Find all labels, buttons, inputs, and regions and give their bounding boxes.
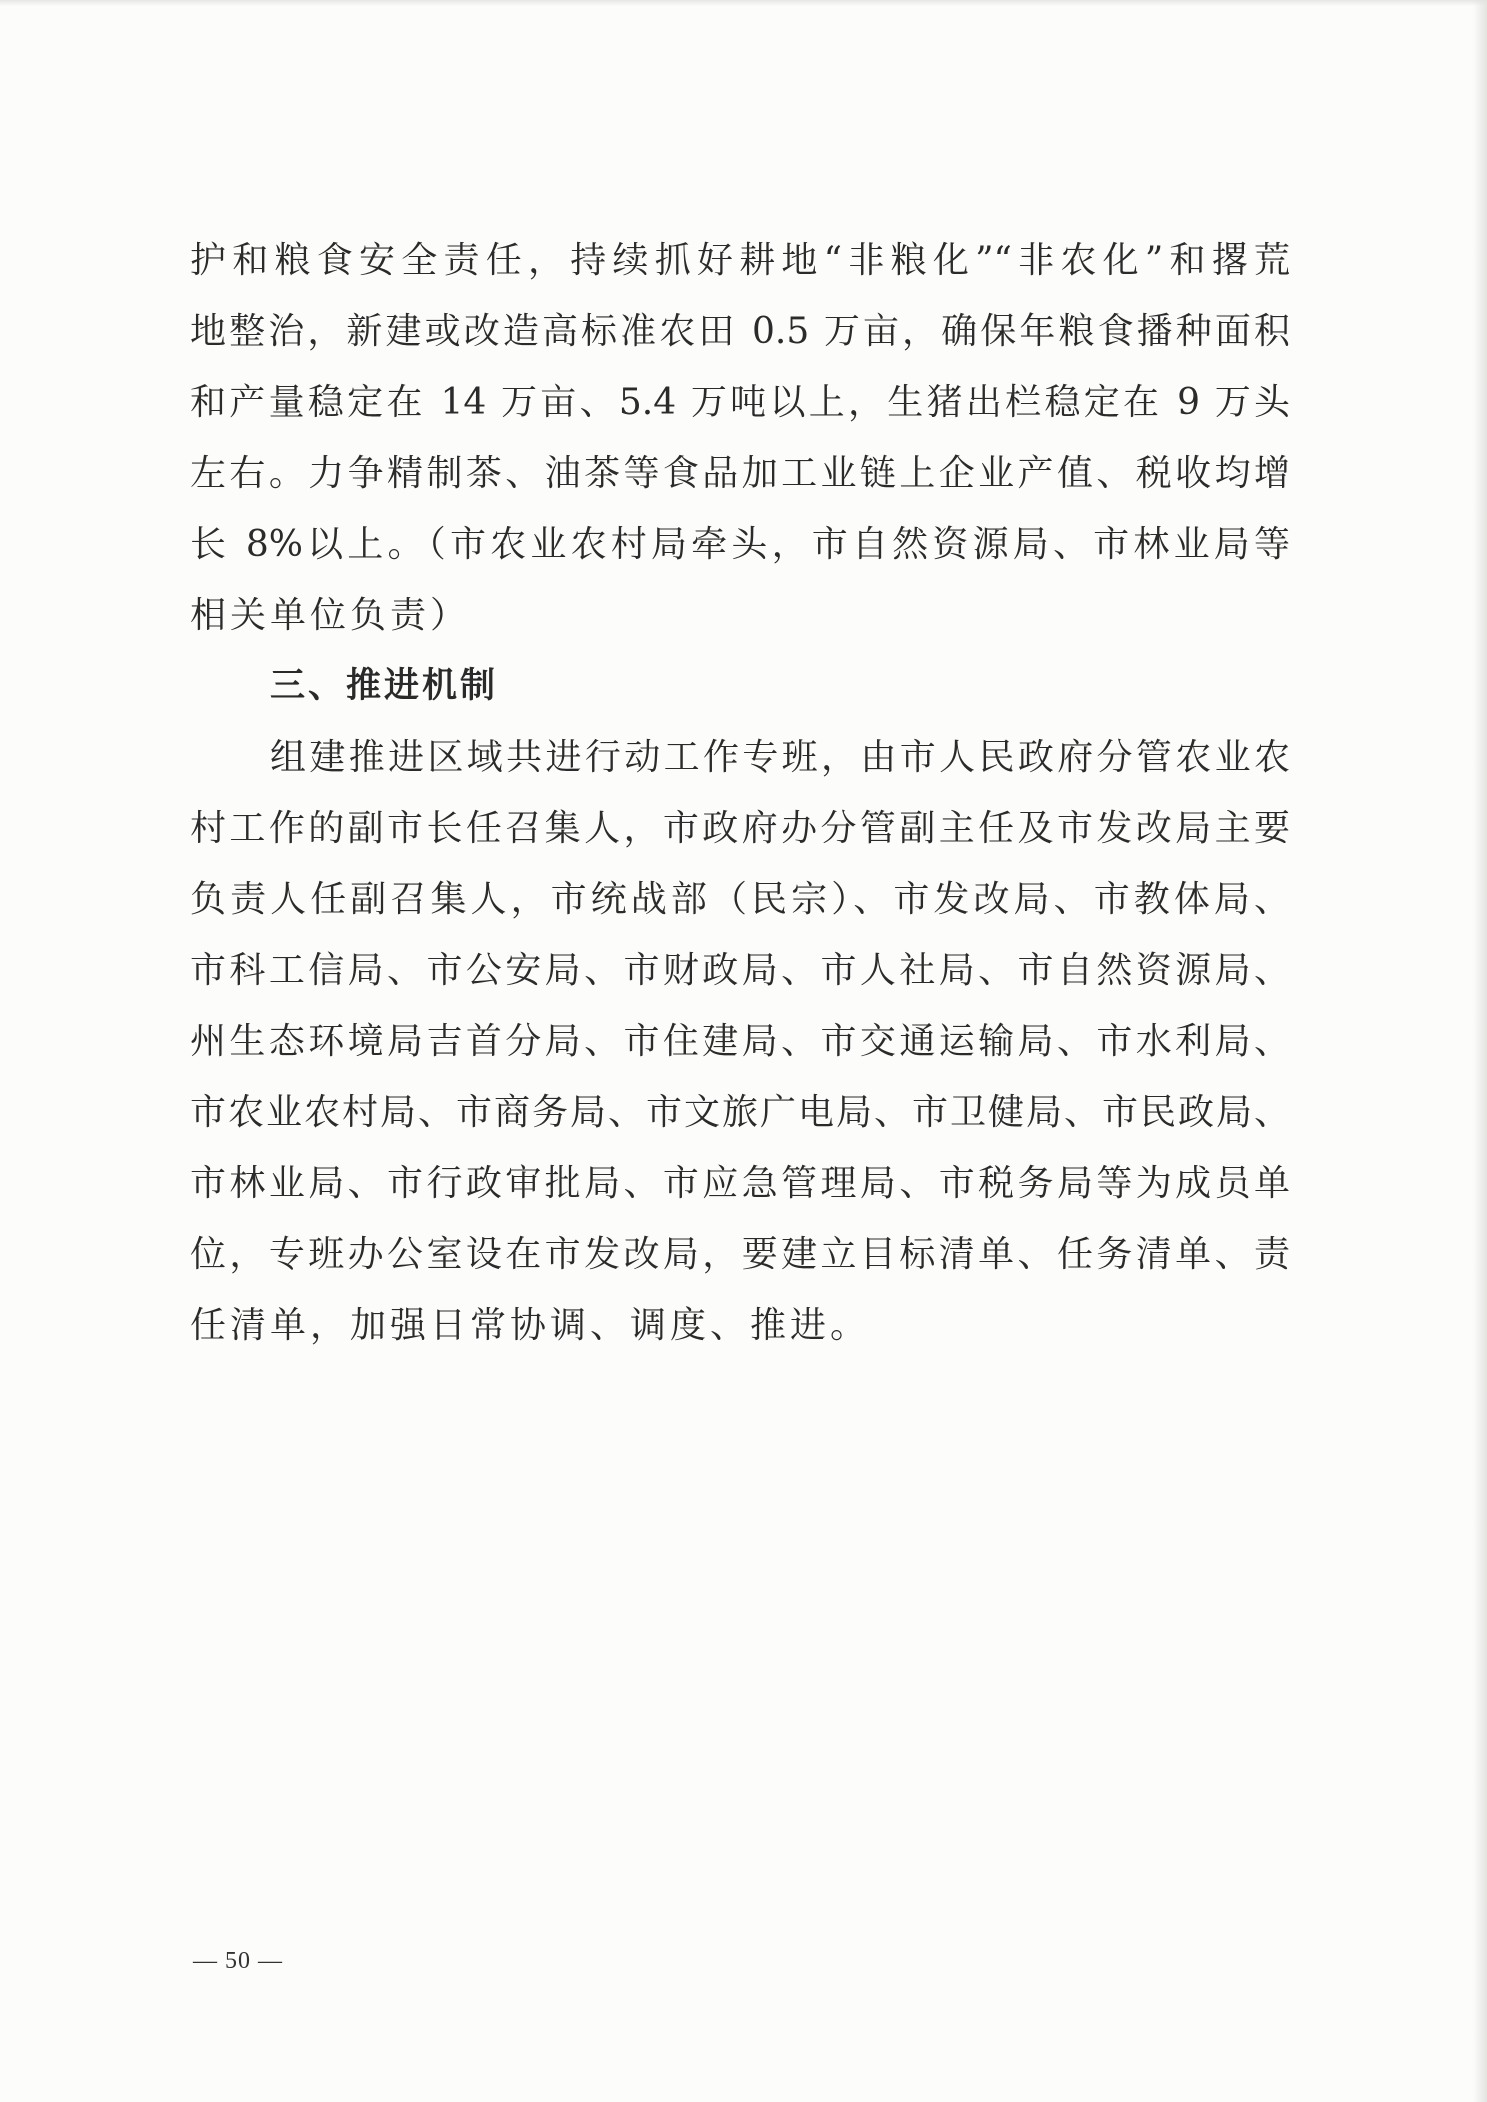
text-line: 村工作的副市长任召集人，市政府办分管副主任及市发改局主要 — [190, 808, 1290, 849]
text-line: 市农业农村局、市商务局、市文旅广电局、市卫健局、市民政局、 — [190, 1092, 1290, 1133]
text-line: 位，专班办公室设在市发改局，要建立目标清单、任务清单、责 — [190, 1234, 1290, 1275]
text-line: 组建推进区域共进行动工作专班，由市人民政府分管农业农 — [270, 737, 1290, 778]
text-line: 市林业局、市行政审批局、市应急管理局、市税务局等为成员单 — [190, 1163, 1290, 1204]
text-line: 左右。力争精制茶、油茶等食品加工业链上企业产值、税收均增 — [190, 453, 1290, 494]
text-line: 相关单位负责） — [190, 595, 471, 636]
text-line: 州生态环境局吉首分局、市住建局、市交通运输局、市水利局、 — [190, 1021, 1290, 1062]
paragraph-2 — [190, 722, 1290, 1361]
section-heading: 三、推进机制 — [270, 666, 499, 706]
text-line: 负责人任副召集人，市统战部（民宗）、市发改局、市教体局、 — [190, 879, 1290, 920]
page-number: — 50 — — [193, 1948, 283, 1974]
text-line: 和产量稳定在 14 万亩、5.4 万吨以上，生猪出栏稳定在 9 万头 — [190, 382, 1290, 423]
scan-shadow-right — [1473, 0, 1487, 2102]
text-line: 护和粮食安全责任，持续抓好耕地“非粮化”“非农化”和撂荒 — [190, 240, 1290, 281]
document-body — [190, 225, 1290, 1361]
text-line: 市科工信局、市公安局、市财政局、市人社局、市自然资源局、 — [190, 950, 1290, 991]
paragraph-1 — [190, 225, 1290, 651]
text-line: 任清单，加强日常协调、调度、推进。 — [190, 1305, 871, 1346]
text-line: 长 8%以上。（市农业农村局牵头，市自然资源局、市林业局等 — [190, 524, 1290, 565]
text-line: 地整治，新建或改造高标准农田 0.5 万亩，确保年粮食播种面积 — [190, 311, 1290, 352]
scan-shadow-top — [0, 0, 1487, 6]
